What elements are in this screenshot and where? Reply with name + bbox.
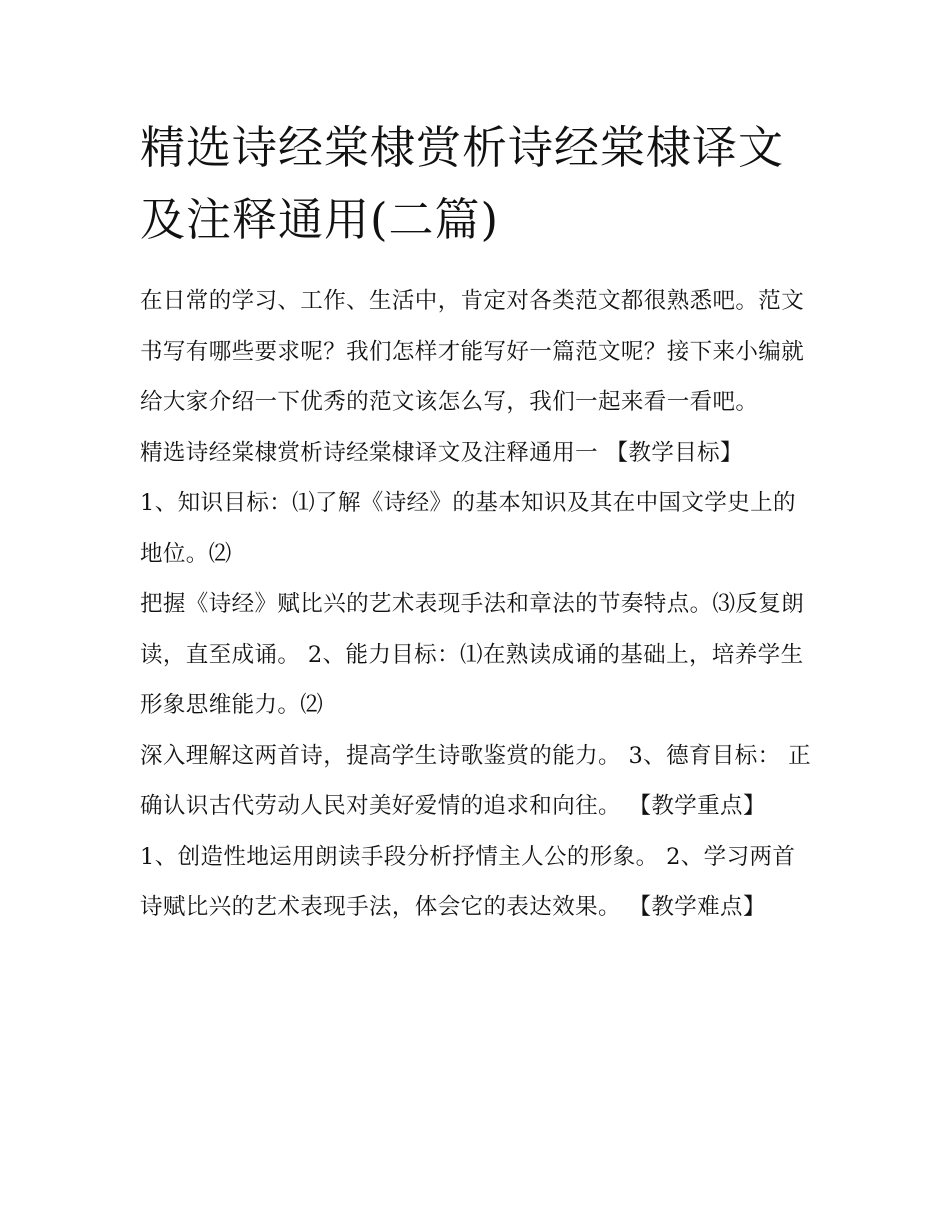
document-title: 精选诗经棠棣赏析诗经棠棣译文及注释通用(二篇)	[140, 121, 785, 246]
document-body	[140, 276, 818, 933]
ability-goal-paragraph: 把握《诗经》赋比兴的艺术表现手法和章法的节奏特点。⑶反复朗读，直至成诵。 2、能力目标：⑴在熟读成诵的基础上，培养学生形象思维能力。⑵	[140, 591, 805, 718]
key-points-paragraph: 1、创造性地运用朗读手段分析抒情主人公的形象。 2、学习两首诗赋比兴的艺术表现手法，体会它的表达效果。 【教学难点】	[140, 843, 796, 920]
section-heading-paragraph: 精选诗经棠棣赏析诗经棠棣译文及注释通用一 【教学目标】	[140, 439, 743, 466]
knowledge-goal-paragraph: 1、知识目标：⑴了解《诗经》的基本知识及其在中国文学史上的地位。⑵	[140, 490, 796, 567]
intro-paragraph: 在日常的学习、工作、生活中，肯定对各类范文都很熟悉吧。范文书写有哪些要求呢？我们怎样才能写好一篇范文呢？接下来小编就给大家介绍一下优秀的范文该怎么写，我们一起来看一看吧。	[140, 288, 805, 415]
moral-goal-paragraph: 深入理解这两首诗，提高学生诗歌鉴赏的能力。 3、德育目标： 正确认识古代劳动人民对美好爱情的追求和向往。 【教学重点】	[140, 742, 812, 819]
